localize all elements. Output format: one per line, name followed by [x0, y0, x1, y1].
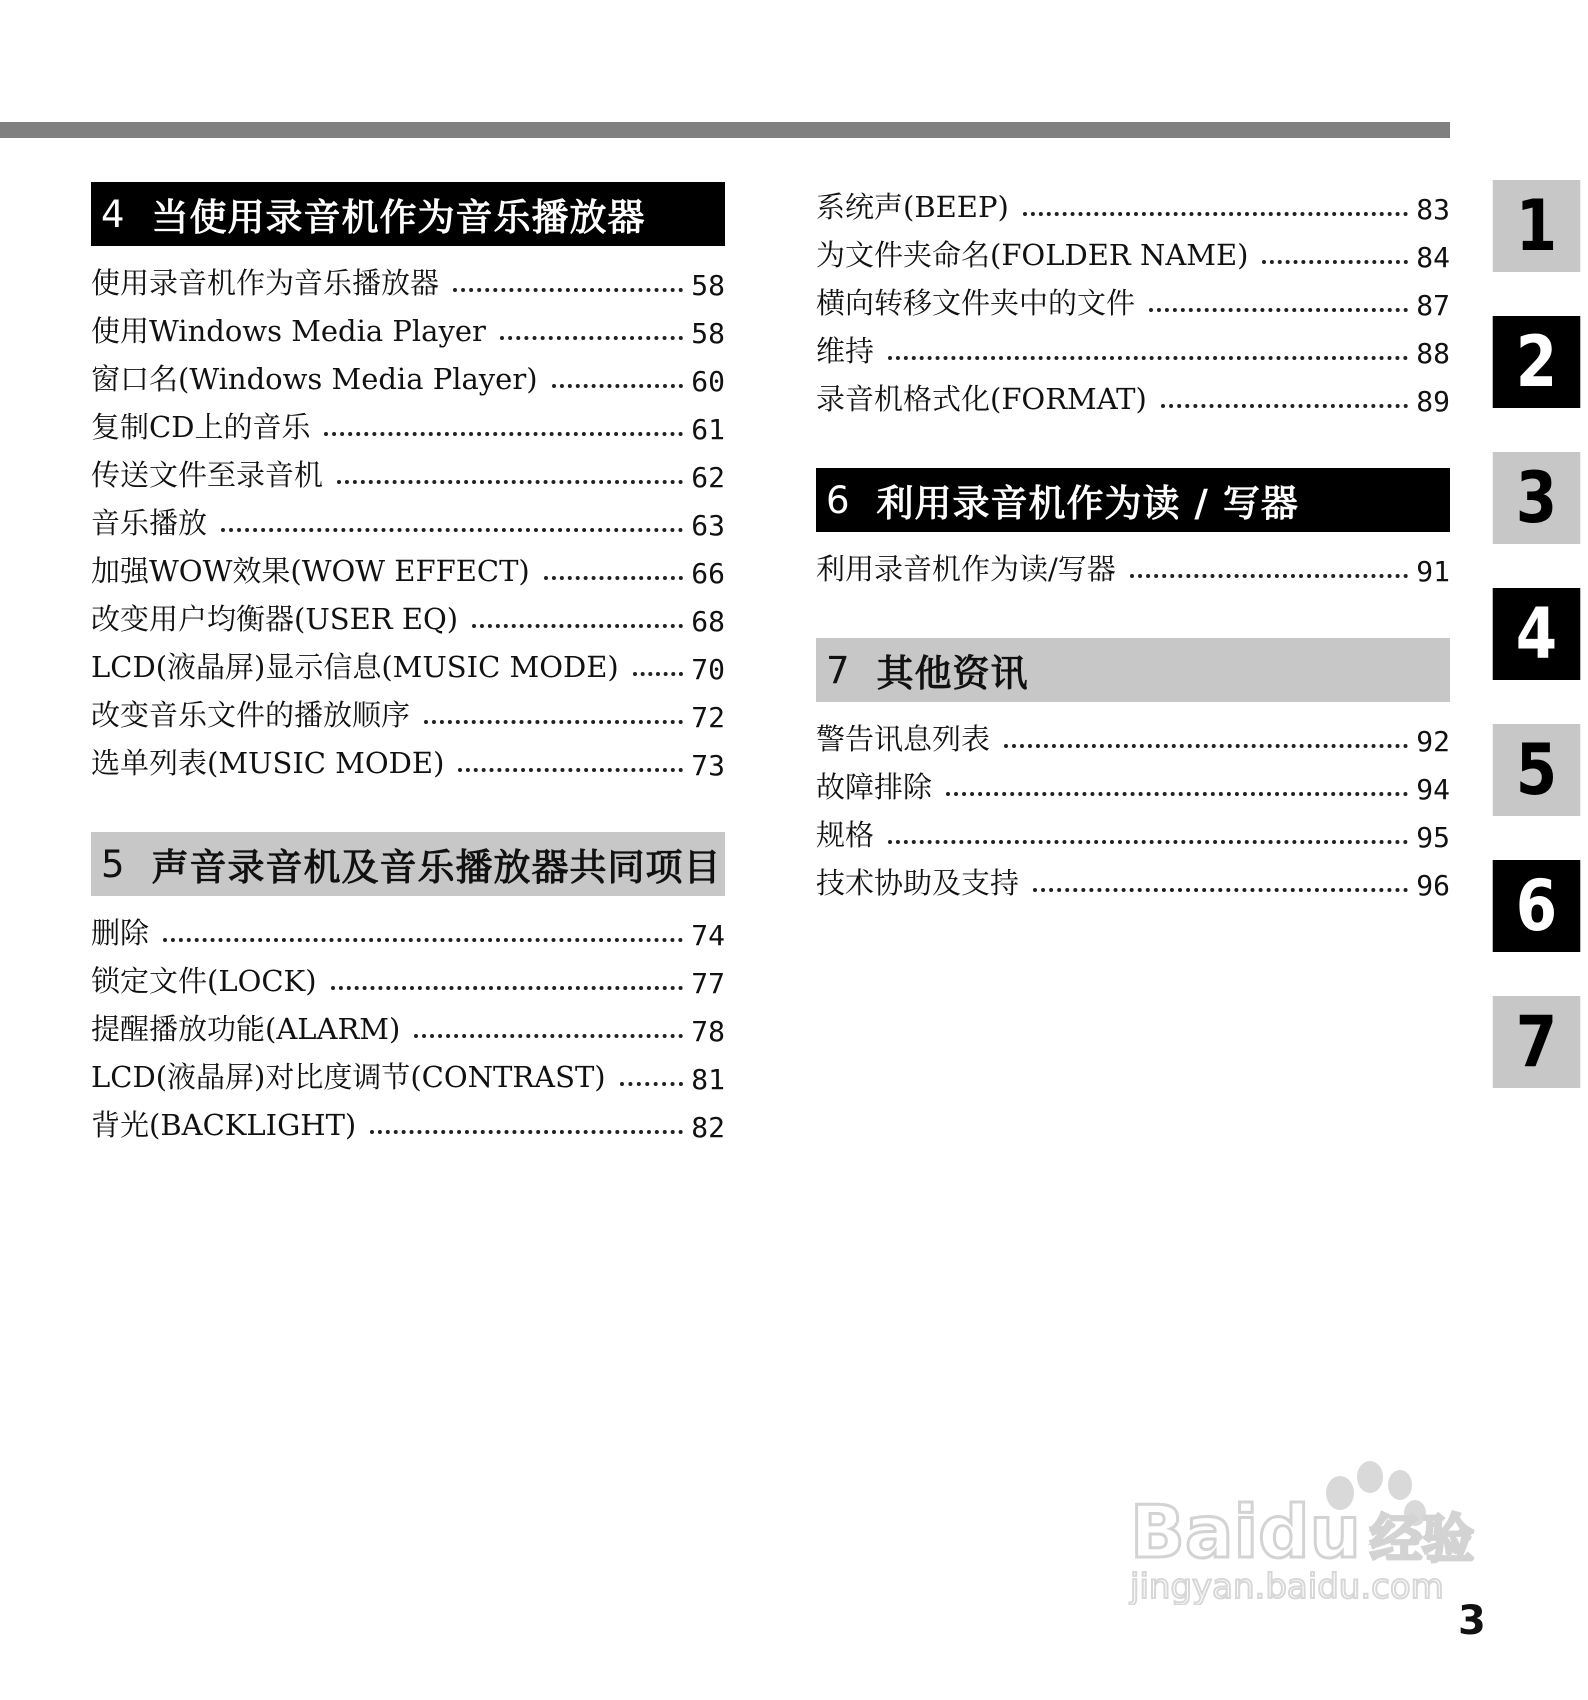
dot-leader	[1130, 574, 1409, 578]
dot-leader	[414, 1034, 683, 1038]
toc-entry-label: 故障排除	[816, 770, 933, 804]
chapter-tab-2[interactable]: 2	[1493, 316, 1581, 408]
toc-entry-page: 60	[691, 365, 725, 398]
section-number: 7	[826, 648, 851, 692]
dot-leader	[163, 938, 683, 942]
toc-entry[interactable]	[91, 1048, 725, 1096]
toc-entry-label: 录音机格式化(FORMAT)	[816, 382, 1147, 416]
toc-entry-page: 89	[1416, 385, 1450, 418]
toc-entry[interactable]	[816, 806, 1450, 854]
dot-leader	[1004, 744, 1408, 748]
section-5-entries	[91, 904, 725, 1144]
toc-entry[interactable]	[91, 686, 725, 734]
dot-leader	[331, 986, 684, 990]
section-7-entries	[816, 710, 1450, 902]
dot-leader	[458, 768, 683, 772]
toc-entry-page: 82	[691, 1111, 725, 1144]
dot-leader	[888, 840, 1408, 844]
baidu-watermark-logo	[1125, 1455, 1495, 1605]
toc-entry[interactable]	[816, 854, 1450, 902]
toc-entry[interactable]	[816, 322, 1450, 370]
section-title: 声音录音机及音乐播放器共同项目	[151, 846, 722, 889]
toc-entry-label: 选单列表(MUSIC MODE)	[91, 746, 445, 780]
chapter-tab-4[interactable]: 4	[1493, 588, 1581, 680]
toc-entry-page: 87	[1416, 289, 1450, 322]
watermark-brand: Baidu	[1130, 1490, 1361, 1574]
toc-entry[interactable]	[816, 540, 1450, 588]
section-number: 6	[826, 478, 851, 522]
toc-entry[interactable]	[816, 758, 1450, 806]
toc-entry-label: 复制CD上的音乐	[91, 410, 311, 444]
section-title: 利用录音机作为读 / 写器	[876, 482, 1299, 525]
toc-entry-label: 维持	[816, 334, 875, 368]
chapter-tab-5[interactable]: 5	[1493, 724, 1581, 816]
toc-entry[interactable]	[91, 302, 725, 350]
watermark-brand-cn: 经验	[1370, 1510, 1475, 1570]
toc-entry-label: 规格	[816, 818, 875, 852]
toc-entry-label: 删除	[91, 916, 150, 950]
toc-entry-label: 使用录音机作为音乐播放器	[91, 266, 440, 300]
toc-entry[interactable]	[91, 1096, 725, 1144]
toc-entry-page: 84	[1416, 241, 1450, 274]
section-5-header	[91, 832, 725, 896]
toc-entry[interactable]	[91, 1000, 725, 1048]
toc-right-column	[816, 178, 1450, 902]
top-rule	[0, 122, 1450, 138]
toc-entry-page: 96	[1416, 869, 1450, 902]
dot-leader	[324, 432, 683, 436]
toc-entry-label: 窗口名(Windows Media Player)	[91, 362, 538, 396]
toc-entry-label: 横向转移文件夹中的文件	[816, 286, 1136, 320]
section-5-entries-continued	[816, 178, 1450, 418]
section-title: 其他资讯	[876, 652, 1029, 695]
toc-entry[interactable]	[816, 226, 1450, 274]
toc-entry-page: 77	[691, 967, 725, 1000]
toc-entry-label: 传送文件至录音机	[91, 458, 324, 492]
toc-entry-label: 音乐播放	[91, 506, 208, 540]
section-4-entries	[91, 254, 725, 782]
toc-entry-label: 改变音乐文件的播放顺序	[91, 698, 411, 732]
dot-leader	[946, 792, 1408, 796]
toc-entry-page: 95	[1416, 821, 1450, 854]
toc-entry-page: 74	[691, 919, 725, 952]
toc-entry-label: 使用Windows Media Player	[91, 314, 486, 348]
toc-entry[interactable]	[91, 494, 725, 542]
toc-entry[interactable]	[816, 178, 1450, 226]
toc-entry-label: 警告讯息列表	[816, 722, 991, 756]
toc-entry-page: 61	[691, 413, 725, 446]
toc-entry[interactable]	[816, 274, 1450, 322]
toc-entry[interactable]	[816, 370, 1450, 418]
toc-entry-page: 63	[691, 509, 725, 542]
toc-entry-label: LCD(液晶屏)对比度调节(CONTRAST)	[91, 1060, 606, 1094]
toc-entry[interactable]	[91, 952, 725, 1000]
toc-entry-page: 68	[691, 605, 725, 638]
section-title: 当使用录音机作为音乐播放器	[151, 196, 646, 239]
dot-leader	[370, 1130, 683, 1134]
section-6-entries	[816, 540, 1450, 588]
toc-entry[interactable]	[91, 398, 725, 446]
dot-leader	[1149, 308, 1408, 312]
toc-entry-page: 94	[1416, 773, 1450, 806]
toc-entry-page: 73	[691, 749, 725, 782]
toc-entry-page: 62	[691, 461, 725, 494]
chapter-tab-1[interactable]: 1	[1493, 180, 1581, 272]
toc-entry-label: 加强WOW效果(WOW EFFECT)	[91, 554, 530, 588]
chapter-tab-7[interactable]: 7	[1493, 996, 1581, 1088]
section-7-header	[816, 638, 1450, 702]
toc-entry-label: 锁定文件(LOCK)	[91, 964, 317, 998]
toc-entry[interactable]	[91, 590, 725, 638]
section-6-header	[816, 468, 1450, 532]
toc-entry[interactable]	[91, 734, 725, 782]
toc-entry[interactable]	[91, 542, 725, 590]
dot-leader	[500, 336, 683, 340]
section-4-header	[91, 182, 725, 246]
chapter-tab-6[interactable]: 6	[1493, 860, 1581, 952]
toc-left-column	[91, 172, 725, 1144]
toc-entry[interactable]	[91, 350, 725, 398]
dot-leader	[633, 672, 684, 676]
dot-leader	[620, 1082, 684, 1086]
dot-leader	[472, 624, 683, 628]
toc-entry-page: 91	[1416, 555, 1450, 588]
dot-leader	[544, 576, 684, 580]
toc-entry-page: 58	[691, 317, 725, 350]
toc-entry[interactable]	[91, 446, 725, 494]
dot-leader	[552, 384, 684, 388]
toc-entry-page: 78	[691, 1015, 725, 1048]
chapter-tab-3[interactable]: 3	[1493, 452, 1581, 544]
toc-entry-label: 背光(BACKLIGHT)	[91, 1108, 357, 1142]
toc-entry[interactable]	[91, 254, 725, 302]
page-number: 3	[1458, 1598, 1486, 1644]
dot-leader	[453, 288, 683, 292]
toc-entry-label: LCD(液晶屏)显示信息(MUSIC MODE)	[91, 650, 619, 684]
dot-leader	[1033, 888, 1408, 892]
dot-leader	[1161, 404, 1409, 408]
dot-leader	[1023, 212, 1408, 216]
toc-entry[interactable]	[816, 710, 1450, 758]
dot-leader	[337, 480, 683, 484]
toc-entry-page: 88	[1416, 337, 1450, 370]
toc-entry-page: 83	[1416, 193, 1450, 226]
toc-entry-label: 提醒播放功能(ALARM)	[91, 1012, 401, 1046]
toc-entry-label: 技术协助及支持	[816, 866, 1020, 900]
toc-entry-label: 系统声(BEEP)	[816, 190, 1009, 224]
toc-entry-label: 为文件夹命名(FOLDER NAME)	[816, 238, 1249, 272]
toc-entry-page: 66	[691, 557, 725, 590]
toc-entry-page: 72	[691, 701, 725, 734]
dot-leader	[221, 528, 683, 532]
toc-entry-page: 81	[691, 1063, 725, 1096]
toc-entry-label: 利用录音机作为读/写器	[816, 552, 1116, 586]
section-number: 4	[101, 192, 126, 236]
dot-leader	[424, 720, 683, 724]
watermark-url: jingyan.baidu.com	[1130, 1567, 1444, 1605]
toc-entry[interactable]	[91, 904, 725, 952]
dot-leader	[888, 356, 1408, 360]
section-number: 5	[101, 842, 126, 886]
toc-entry-page: 70	[691, 653, 725, 686]
toc-entry-page: 58	[691, 269, 725, 302]
toc-entry-page: 92	[1416, 725, 1450, 758]
toc-entry-label: 改变用户均衡器(USER EQ)	[91, 602, 459, 636]
dot-leader	[1262, 260, 1408, 264]
toc-entry[interactable]	[91, 638, 725, 686]
